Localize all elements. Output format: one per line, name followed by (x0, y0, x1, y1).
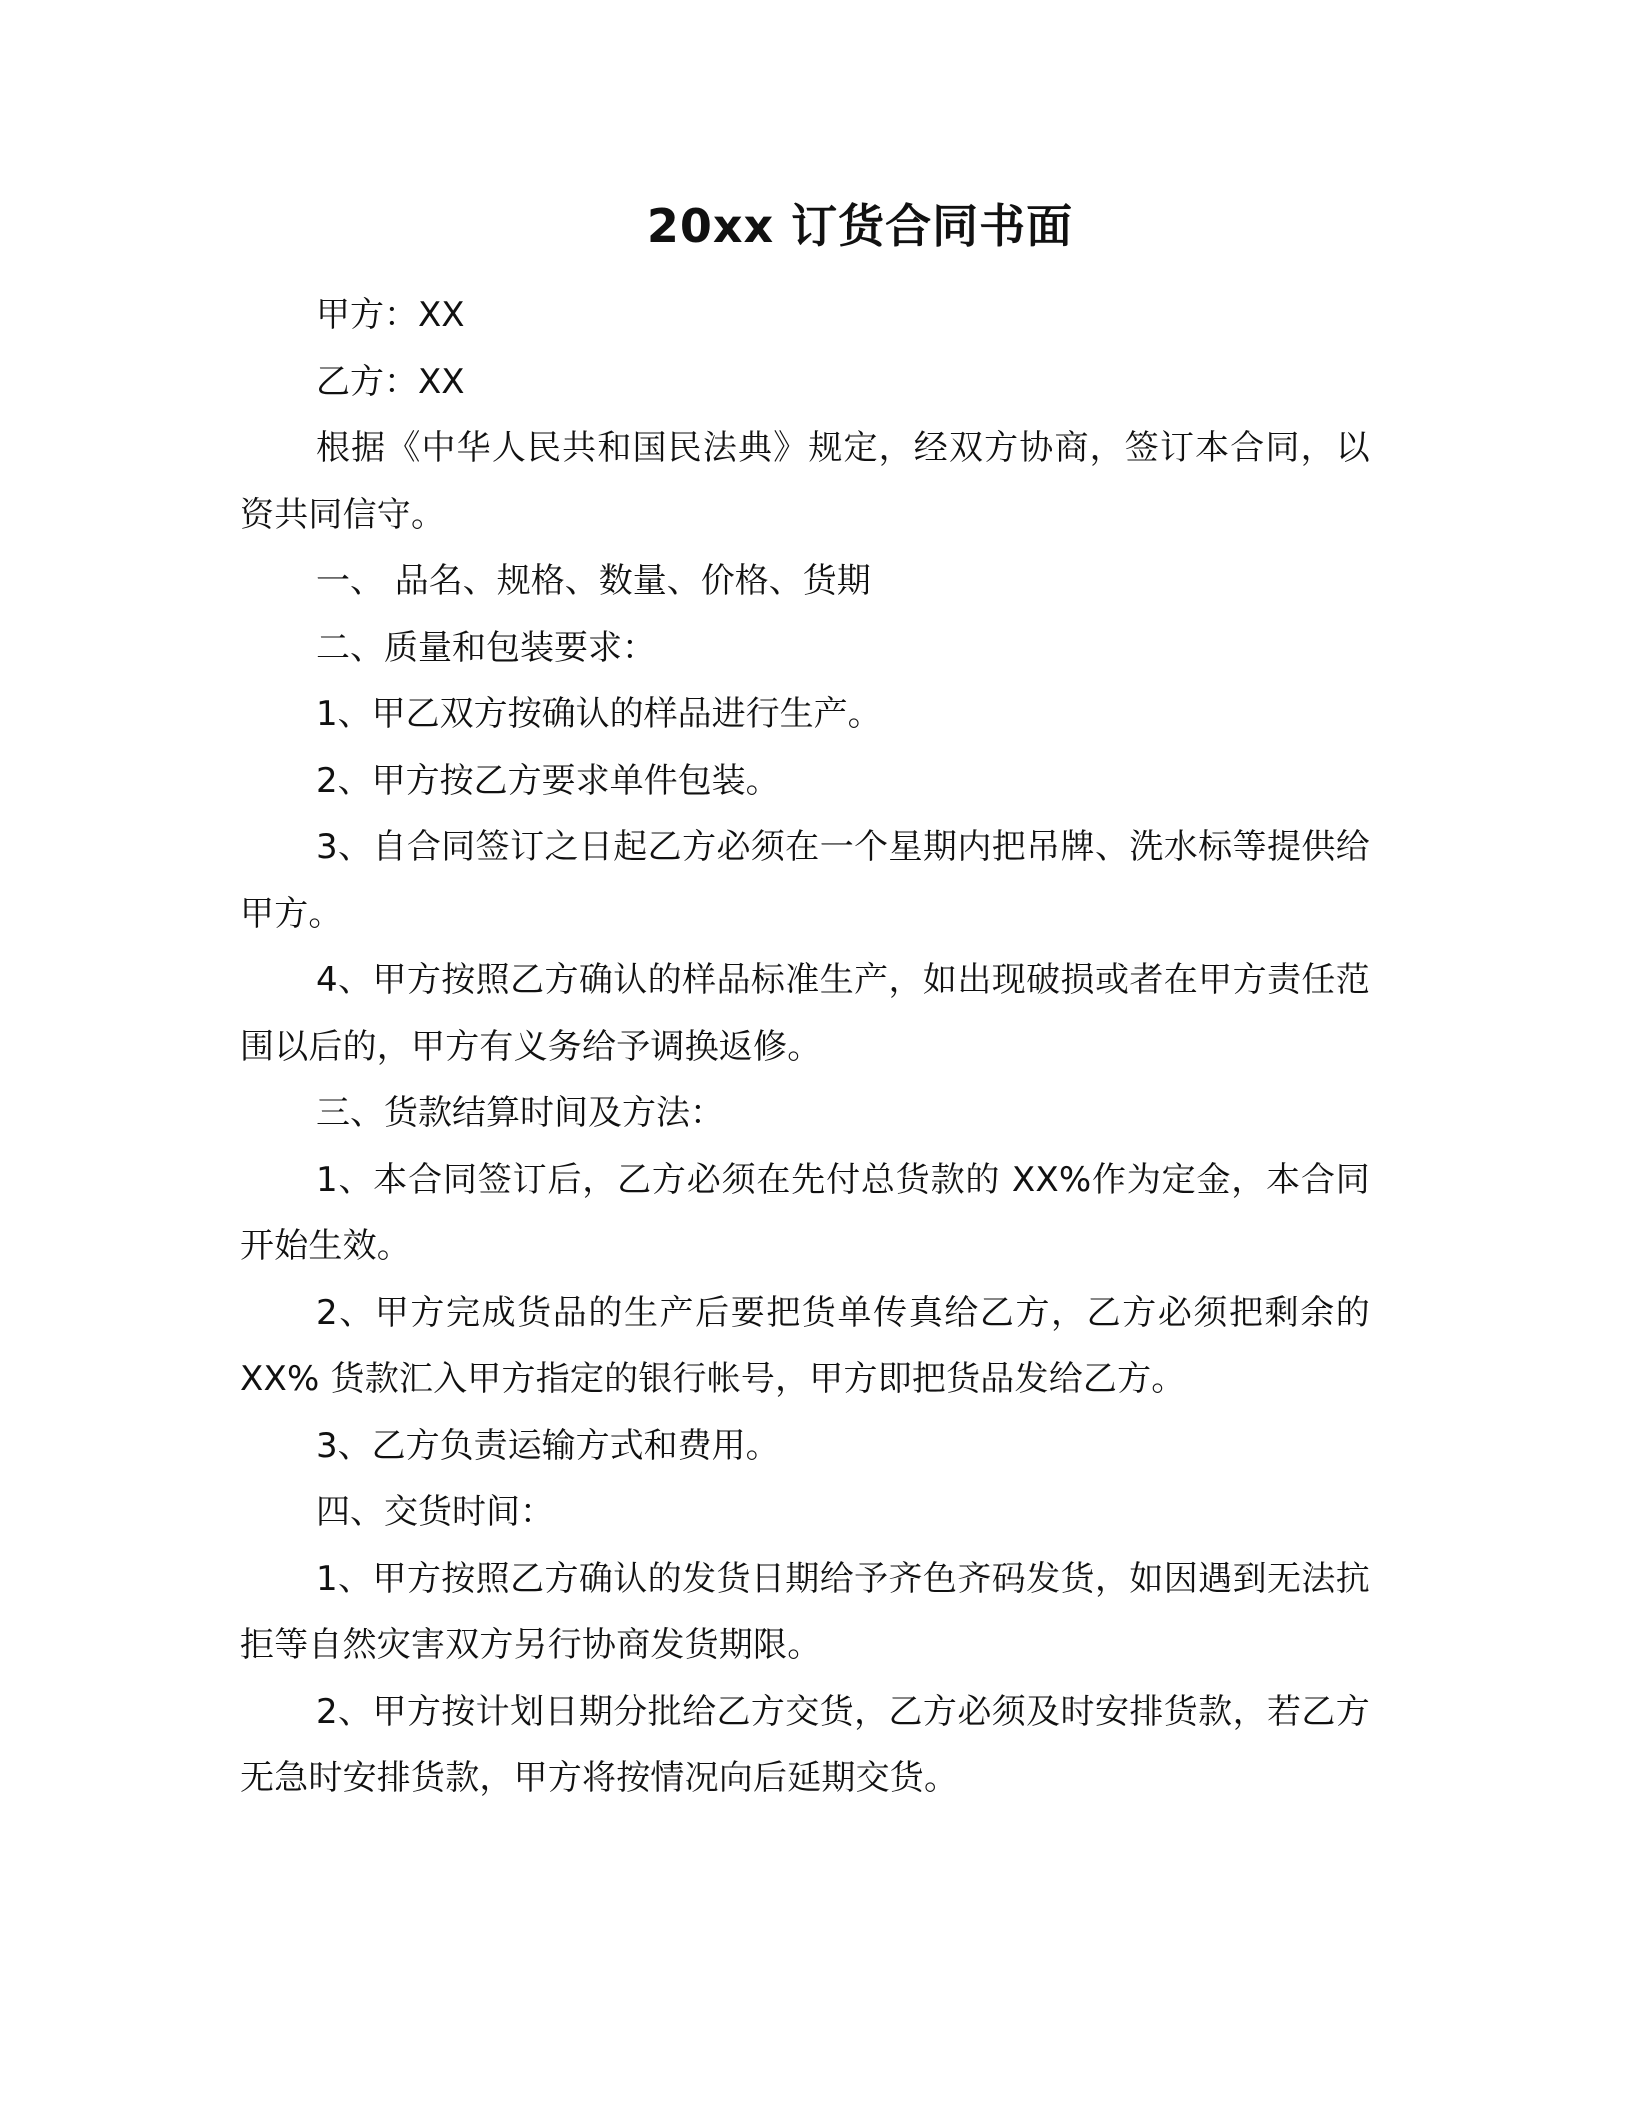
section-1-heading: 一、 品名、规格、数量、价格、货期 (316, 561, 871, 601)
section-2-item-4: 4、甲方按照乙方确认的样品标准生产，如出现破损或者在甲方责任范围以后的，甲方有义务给予调换返修。 (240, 960, 1370, 1067)
section-2-item-2: 2、甲方按乙方要求单件包装。 (316, 760, 780, 801)
section-4-item-1: 1、甲方按照乙方确认的发货日期给予齐色齐码发货，如因遇到无法抗拒等自然灾害双方另行协商发货期限。 (240, 1558, 1370, 1665)
section-3-item-2: 2、甲方完成货品的生产后要把货单传真给乙方，乙方必须把剩余的 XX% 货款汇入甲方指定的银行帐号，甲方即把货品发给乙方。 (240, 1292, 1370, 1399)
section-2-heading: 二、质量和包装要求： (316, 627, 656, 668)
section-4-heading: 四、交货时间： (316, 1492, 554, 1532)
section-2-item-3: 3、自合同签订之日起乙方必须在一个星期内把吊牌、洗水标等提供给甲方。 (240, 827, 1370, 934)
section-2-item-1: 1、甲乙双方按确认的样品进行生产。 (316, 694, 882, 734)
party-a-line: 甲方：XX (316, 295, 465, 335)
document-title: 20xx 订货合同书面 (646, 199, 1074, 253)
section-3-item-3: 3、乙方负责运输方式和费用。 (316, 1425, 780, 1466)
intro-paragraph: 根据《中华人民共和国民法典》规定，经双方协商，签订本合同，以资共同信守。 (240, 428, 1370, 535)
section-3-heading: 三、货款结算时间及方法： (316, 1093, 724, 1133)
document-body (240, 282, 1370, 1812)
party-b-line: 乙方：XX (316, 361, 465, 402)
section-4-item-2: 2、甲方按计划日期分批给乙方交货，乙方必须及时安排货款，若乙方无急时安排货款，甲方将按情况向后延期交货。 (240, 1691, 1370, 1798)
section-3-item-1: 1、本合同签订后，乙方必须在先付总货款的 XX%作为定金，本合同开始生效。 (240, 1159, 1370, 1266)
